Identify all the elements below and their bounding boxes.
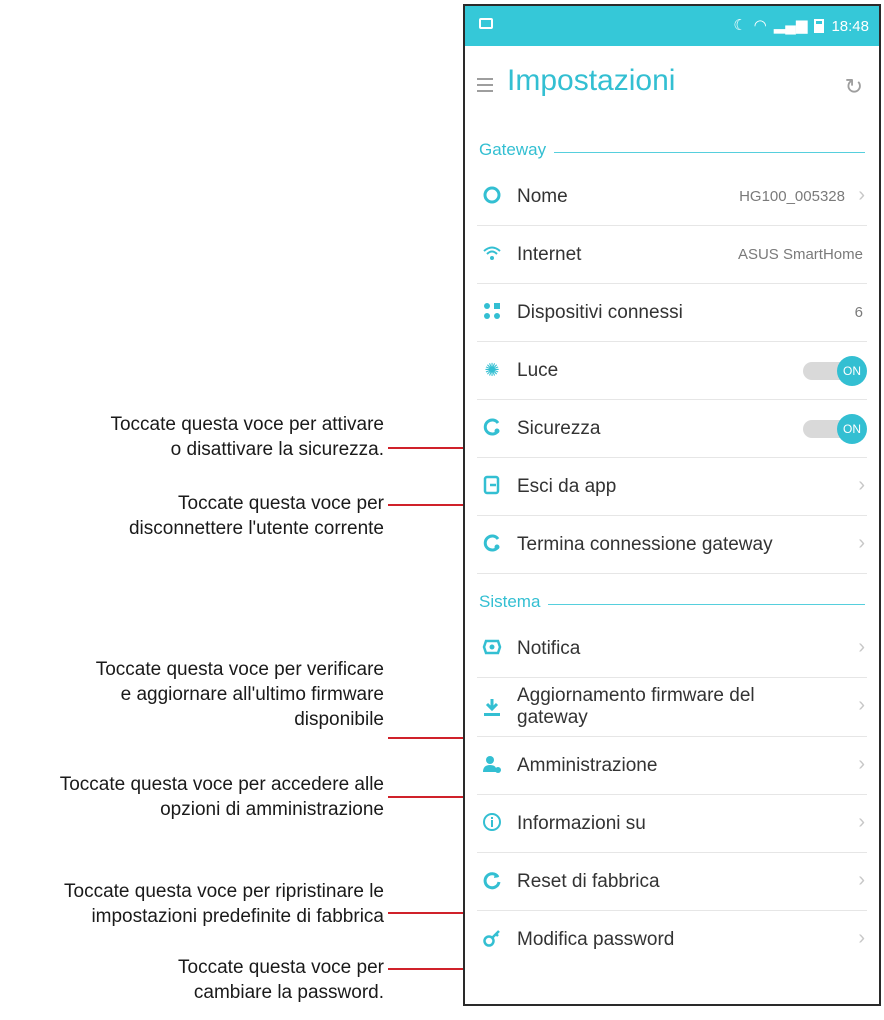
logout-icon <box>481 475 503 497</box>
item-label: Aggiornamento firmware del gateway <box>517 685 755 728</box>
item-value: 6 <box>854 304 863 321</box>
reset-icon <box>481 870 503 892</box>
item-label: Termina connessione gateway <box>517 534 773 555</box>
battery-icon <box>814 19 824 33</box>
refresh-icon[interactable]: ↻ <box>844 74 863 99</box>
download-icon <box>481 697 503 719</box>
leader-line-password <box>388 968 466 970</box>
item-label: Dispositivi connessi <box>517 302 683 323</box>
settings-item-sicurezza <box>477 400 867 458</box>
wifi-status-icon: ◠ <box>753 17 767 34</box>
item-label: Notifica <box>517 638 581 659</box>
chevron-right-icon: › <box>858 927 865 949</box>
disconnect-icon <box>481 533 503 555</box>
security-icon <box>481 417 503 439</box>
annotation-password: Toccate questa voce per cambiare la password. <box>178 957 384 1003</box>
item-label: Luce <box>517 360 559 381</box>
section-title-gateway: Gateway <box>479 140 554 160</box>
item-label: Internet <box>517 244 582 265</box>
settings-item-termina[interactable] <box>477 516 867 574</box>
leader-line-security <box>388 447 466 449</box>
chevron-right-icon: › <box>858 474 865 496</box>
item-label: Informazioni su <box>517 813 646 834</box>
light-icon: ✺ <box>484 360 500 380</box>
annotation-reset: Toccate questa voce per ripristinare le impostazioni predefinite di fabbrica <box>64 881 384 927</box>
devices-icon <box>481 301 503 323</box>
admin-icon <box>481 754 503 776</box>
settings-item-amministrazione[interactable] <box>477 737 867 795</box>
annotation-security: Toccate questa voce per attivare o disattivare la sicurezza. <box>110 414 384 460</box>
settings-item-firmware[interactable] <box>477 678 867 737</box>
chevron-right-icon: › <box>858 753 865 775</box>
leader-line-logout <box>388 504 466 506</box>
section-gateway <box>465 122 879 168</box>
item-label: Esci da app <box>517 476 617 497</box>
page-title: Impostazioni <box>507 64 676 97</box>
luce-toggle[interactable]: ON <box>803 356 867 386</box>
notification-icon-statusbar <box>479 18 493 29</box>
settings-item-nome[interactable] <box>477 168 867 226</box>
annotation-admin: Toccate questa voce per accedere alle opzioni di amministrazione <box>59 774 384 820</box>
chevron-right-icon: › <box>858 184 865 206</box>
section-sistema <box>465 574 879 620</box>
chevron-right-icon: › <box>858 636 865 658</box>
annotation-logout: Toccate questa voce per disconnettere l'utente corrente <box>128 493 384 539</box>
item-value: ASUS SmartHome <box>737 246 863 263</box>
chevron-right-icon: › <box>858 811 865 833</box>
signal-icon: ▂▄▆ <box>773 17 808 34</box>
item-label: Sicurezza <box>517 418 601 439</box>
annotation-firmware: Toccate questa voce per verificare e aggiornare all'ultimo firmware disponibile <box>95 659 384 730</box>
item-value: HG100_005328 <box>739 188 845 205</box>
status-time: 18:48 <box>831 17 869 35</box>
leader-line-firmware <box>388 737 466 739</box>
chevron-right-icon: › <box>858 532 865 554</box>
section-title-sistema: Sistema <box>479 592 548 612</box>
app-bar <box>465 46 879 122</box>
item-label: Amministrazione <box>517 755 658 776</box>
settings-item-luce <box>477 342 867 400</box>
key-icon <box>481 928 503 950</box>
leader-line-admin <box>388 796 466 798</box>
item-label: Reset di fabbrica <box>517 871 660 892</box>
settings-item-informazioni[interactable] <box>477 795 867 853</box>
settings-item-password[interactable] <box>477 911 867 968</box>
settings-item-reset[interactable] <box>477 853 867 911</box>
circle-icon <box>481 185 503 207</box>
settings-item-internet[interactable] <box>477 226 867 284</box>
sicurezza-toggle[interactable]: ON <box>803 414 867 444</box>
chevron-right-icon: › <box>858 869 865 891</box>
wifi-icon <box>481 243 503 265</box>
hamburger-menu-icon[interactable] <box>477 78 493 96</box>
moon-icon: ☾ <box>733 17 747 34</box>
info-icon <box>481 812 503 834</box>
phone-screen <box>463 4 881 1006</box>
item-label: Modifica password <box>517 929 675 950</box>
item-label: Nome <box>517 186 568 207</box>
settings-item-dispositivi[interactable] <box>477 284 867 342</box>
settings-item-esci[interactable] <box>477 458 867 516</box>
notification-icon <box>481 637 503 659</box>
leader-line-reset <box>388 912 466 914</box>
chevron-right-icon: › <box>858 694 865 716</box>
settings-item-notifica[interactable] <box>477 620 867 678</box>
status-bar <box>465 6 879 46</box>
